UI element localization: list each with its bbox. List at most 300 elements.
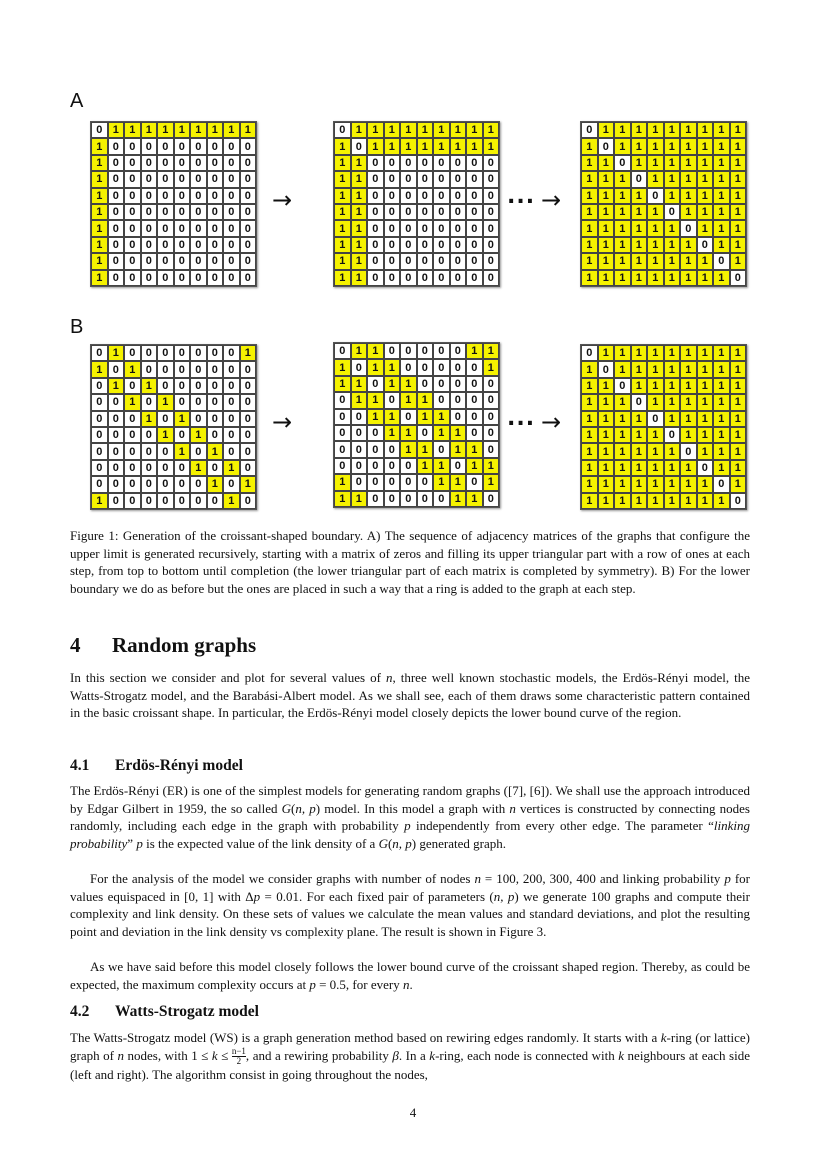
matrix-cell: 0 [141, 443, 158, 459]
matrix-cell: 1 [466, 491, 483, 507]
matrix-cell: 0 [174, 427, 191, 443]
matrix-cell: 0 [433, 204, 450, 220]
matrix-cell: 0 [400, 491, 417, 507]
matrix-cell: 0 [367, 376, 384, 392]
matrix-cell: 0 [223, 237, 240, 253]
matrix-cell: 0 [124, 204, 141, 220]
matrix-cell: 1 [614, 476, 631, 492]
matrix-cell: 1 [647, 394, 664, 410]
matrix-cell: 1 [631, 253, 648, 269]
matrix-cell: 1 [664, 237, 681, 253]
matrix-cell: 1 [664, 476, 681, 492]
matrix-cell: 1 [400, 425, 417, 441]
matrix-cell: 0 [713, 476, 730, 492]
matrix-cell: 0 [367, 491, 384, 507]
matrix-cell: 1 [91, 171, 108, 187]
math-symbol: p [136, 835, 143, 851]
matrix-cell: 0 [680, 443, 697, 459]
matrix-cell: 0 [450, 253, 467, 269]
matrix-cell: 1 [680, 345, 697, 361]
math-symbol: linking probability [70, 818, 751, 851]
matrix-cell: 1 [680, 237, 697, 253]
matrix-cell: 1 [190, 122, 207, 138]
matrix-cell: 1 [598, 188, 615, 204]
matrix-cell: 1 [190, 460, 207, 476]
matrix-cell: 0 [91, 460, 108, 476]
matrix-cell: 0 [334, 425, 351, 441]
matrix-cell: 1 [367, 122, 384, 138]
matrix-cell: 0 [108, 253, 125, 269]
matrix-cell: 1 [141, 122, 158, 138]
matrix-cell: 1 [647, 493, 664, 509]
matrix-cell: 1 [697, 138, 714, 154]
matrix-cell: 1 [334, 376, 351, 392]
matrix-cell: 0 [483, 376, 500, 392]
matrix-cell: 1 [598, 476, 615, 492]
matrix-cell: 1 [713, 443, 730, 459]
arrow-icon: → [272, 408, 293, 436]
matrix-cell: 1 [351, 155, 368, 171]
matrix-cell: 0 [466, 253, 483, 269]
matrix-cell: 1 [581, 188, 598, 204]
matrix-cell: 0 [466, 237, 483, 253]
section-title: Random graphs [112, 633, 257, 657]
matrix-cell: 1 [400, 138, 417, 154]
matrix-cell: 0 [91, 443, 108, 459]
matrix-cell: 0 [157, 188, 174, 204]
matrix-cell: 0 [141, 460, 158, 476]
matrix-cell: 0 [433, 376, 450, 392]
matrix-cell: 0 [417, 188, 434, 204]
matrix-cell: 0 [240, 493, 257, 509]
matrix-cell: 0 [108, 138, 125, 154]
matrix-cell: 0 [334, 441, 351, 457]
matrix-cell: 0 [400, 237, 417, 253]
matrix-cell: 1 [730, 361, 747, 377]
matrix-cell: 1 [91, 220, 108, 236]
matrix-cell: 0 [466, 188, 483, 204]
matrix-cell: 0 [417, 270, 434, 286]
matrix-cell: 1 [124, 394, 141, 410]
section-heading [70, 633, 256, 658]
matrix-cell: 1 [697, 411, 714, 427]
matrix-cell: 0 [450, 188, 467, 204]
matrix-cell: 1 [697, 443, 714, 459]
matrix-cell: 1 [433, 122, 450, 138]
matrix-cell: 1 [730, 345, 747, 361]
matrix-cell: 0 [157, 204, 174, 220]
matrix-cell: 1 [647, 345, 664, 361]
matrix-cell: 1 [697, 122, 714, 138]
matrix-cell: 0 [680, 220, 697, 236]
matrix-cell: 1 [598, 204, 615, 220]
matrix-cell: 1 [647, 443, 664, 459]
matrix-cell: 0 [108, 237, 125, 253]
math-symbol: k [618, 1047, 625, 1063]
matrix-cell: 0 [223, 155, 240, 171]
matrix-cell: 1 [108, 378, 125, 394]
matrix-cell: 0 [450, 220, 467, 236]
matrix-cell: 1 [450, 441, 467, 457]
matrix-cell: 1 [450, 122, 467, 138]
matrix-cell: 0 [367, 441, 384, 457]
matrix-cell: 1 [240, 345, 257, 361]
matrix-cell: 0 [384, 458, 401, 474]
matrix-cell: 1 [351, 253, 368, 269]
matrix-cell: 1 [351, 392, 368, 408]
matrix-cell: 0 [108, 204, 125, 220]
matrix-cell: 1 [631, 188, 648, 204]
math-symbol: p [724, 871, 731, 886]
matrix-cell: 1 [647, 138, 664, 154]
matrix-cell: 1 [581, 237, 598, 253]
matrix-cell: 1 [157, 427, 174, 443]
matrix-cell: 1 [174, 443, 191, 459]
matrix-cell: 0 [384, 237, 401, 253]
matrix-cell: 1 [108, 345, 125, 361]
matrix-cell: 0 [124, 237, 141, 253]
matrix-cell: 1 [680, 361, 697, 377]
matrix-cell: 0 [334, 122, 351, 138]
matrix-cell: 1 [174, 122, 191, 138]
matrix-cell: 1 [614, 237, 631, 253]
matrix-a-3 [580, 121, 747, 287]
matrix-cell: 0 [223, 345, 240, 361]
matrix-cell: 1 [730, 411, 747, 427]
matrix-cell: 0 [108, 476, 125, 492]
matrix-cell: 0 [157, 237, 174, 253]
matrix-cell: 1 [730, 138, 747, 154]
matrix-cell: 1 [664, 394, 681, 410]
subsection-number: 4.2 [70, 1003, 90, 1020]
matrix-cell: 1 [664, 220, 681, 236]
matrix-cell: 1 [680, 138, 697, 154]
matrix-cell: 0 [91, 394, 108, 410]
subsection-number: 4.1 [70, 757, 90, 774]
matrix-cell: 0 [466, 474, 483, 490]
matrix-cell: 1 [384, 409, 401, 425]
paragraph: The Watts-Strogatz model (WS) is a graph generation method based on rewiring edges randomly. It starts with a k-ring (or lattice) graph of n nodes, with 1 ≤ k ≤ $\frac{n-1}{2}$ , and a rewiring probability β. In a k-ring, each node is connected with k neighbours at each side (left and right). The algorithm consist in going throughout the nodes, [70, 1030, 751, 1083]
matrix-cell: 1 [664, 443, 681, 459]
matrix-cell: 0 [483, 188, 500, 204]
matrix-cell: 0 [207, 270, 224, 286]
matrix-cell: 1 [631, 476, 648, 492]
matrix-cell: 0 [417, 474, 434, 490]
matrix-cell: 1 [483, 474, 500, 490]
matrix-cell: 0 [417, 359, 434, 375]
matrix-cell: 1 [334, 220, 351, 236]
matrix-cell: 0 [223, 361, 240, 377]
matrix-cell: 0 [207, 138, 224, 154]
matrix-cell: 0 [190, 171, 207, 187]
matrix-cell: 1 [730, 171, 747, 187]
matrix-cell: 1 [581, 460, 598, 476]
matrix-cell: 1 [664, 361, 681, 377]
matrix-cell: 0 [190, 476, 207, 492]
math-symbol: n, p [493, 888, 515, 904]
matrix-cell: 0 [223, 220, 240, 236]
matrix-cell: 1 [450, 491, 467, 507]
matrix-cell: 0 [223, 476, 240, 492]
matrix-cell: 1 [614, 122, 631, 138]
matrix-cell: 0 [124, 378, 141, 394]
matrix-cell: 0 [108, 411, 125, 427]
matrix-cell: 0 [614, 155, 631, 171]
matrix-cell: 0 [174, 394, 191, 410]
math-symbol: n [509, 800, 516, 816]
matrix-cell: 1 [697, 171, 714, 187]
matrix-cell: 1 [713, 237, 730, 253]
matrix-cell: 1 [680, 204, 697, 220]
matrix-cell: 0 [433, 343, 450, 359]
matrix-cell: 1 [713, 220, 730, 236]
matrix-cell: 1 [91, 253, 108, 269]
matrix-cell: 0 [174, 188, 191, 204]
matrix-cell: 1 [614, 188, 631, 204]
matrix-cell: 0 [190, 270, 207, 286]
matrix-cell: 1 [631, 411, 648, 427]
matrix-cell: 0 [190, 237, 207, 253]
matrix-cell: 1 [581, 476, 598, 492]
matrix-cell: 0 [483, 237, 500, 253]
matrix-cell: 0 [207, 171, 224, 187]
matrix-cell: 0 [367, 458, 384, 474]
matrix-cell: 0 [190, 138, 207, 154]
page-number: 4 [409, 1105, 417, 1120]
matrix-cell: 1 [91, 155, 108, 171]
matrix-cell: 0 [240, 378, 257, 394]
matrix-cell: 1 [614, 493, 631, 509]
matrix-cell: 0 [141, 270, 158, 286]
matrix-cell: 0 [433, 441, 450, 457]
matrix-cell: 1 [351, 237, 368, 253]
matrix-cell: 0 [207, 394, 224, 410]
panel-a-label: A [70, 90, 84, 112]
matrix-cell: 1 [400, 392, 417, 408]
matrix-cell: 0 [400, 409, 417, 425]
matrix-cell: 0 [367, 253, 384, 269]
matrix-cell: 1 [664, 122, 681, 138]
matrix-cell: 1 [631, 345, 648, 361]
matrix-cell: 1 [697, 493, 714, 509]
math-symbol: n [385, 670, 393, 685]
matrix-cell: 1 [334, 138, 351, 154]
matrix-cell: 1 [631, 378, 648, 394]
matrix-cell: 0 [223, 171, 240, 187]
matrix-cell: 0 [433, 155, 450, 171]
matrix-cell: 0 [190, 443, 207, 459]
matrix-cell: 0 [466, 204, 483, 220]
matrix-cell: 1 [614, 443, 631, 459]
matrix-cell: 0 [334, 458, 351, 474]
matrix-cell: 1 [207, 122, 224, 138]
math-symbol: n, p [392, 835, 412, 851]
matrix-cell: 0 [664, 427, 681, 443]
matrix-cell: 1 [384, 376, 401, 392]
matrix-cell: 0 [157, 443, 174, 459]
matrix-cell: 1 [680, 476, 697, 492]
matrix-cell: 1 [647, 270, 664, 286]
matrix-cell: 1 [351, 122, 368, 138]
matrix-cell: 1 [598, 237, 615, 253]
subsection-heading [70, 757, 243, 775]
matrix-cell: 0 [598, 361, 615, 377]
matrix-cell: 0 [400, 343, 417, 359]
matrix-cell: 1 [713, 411, 730, 427]
matrix-cell: 1 [680, 394, 697, 410]
matrix-cell: 1 [581, 270, 598, 286]
matrix-cell: 0 [483, 441, 500, 457]
matrix-cell: 1 [598, 345, 615, 361]
matrix-cell: 0 [207, 378, 224, 394]
matrix-cell: 0 [141, 237, 158, 253]
matrix-cell: 1 [367, 138, 384, 154]
matrix-cell: 1 [680, 411, 697, 427]
matrix-cell: 1 [598, 253, 615, 269]
matrix-cell: 0 [190, 220, 207, 236]
matrix-cell: 0 [240, 361, 257, 377]
math-symbol: p [253, 888, 261, 904]
matrix-cell: 0 [223, 378, 240, 394]
matrix-cell: 0 [631, 171, 648, 187]
matrix-cell: 0 [207, 237, 224, 253]
matrix-cell: 1 [680, 122, 697, 138]
matrix-cell: 1 [697, 220, 714, 236]
matrix-cell: 1 [581, 220, 598, 236]
matrix-cell: 1 [581, 411, 598, 427]
matrix-cell: 0 [174, 253, 191, 269]
matrix-cell: 1 [450, 425, 467, 441]
matrix-cell: 0 [483, 220, 500, 236]
matrix-cell: 0 [730, 270, 747, 286]
matrix-cell: 1 [647, 220, 664, 236]
matrix-cell: 0 [141, 361, 158, 377]
matrix-cell: 1 [581, 443, 598, 459]
matrix-cell: 1 [174, 411, 191, 427]
matrix-cell: 1 [631, 460, 648, 476]
matrix-cell: 0 [207, 220, 224, 236]
matrix-cell: 1 [730, 122, 747, 138]
matrix-b-3 [580, 344, 747, 510]
arrow-icon: → [541, 408, 562, 436]
matrix-cell: 0 [207, 188, 224, 204]
matrix-cell: 0 [450, 343, 467, 359]
matrix-cell: 1 [730, 155, 747, 171]
matrix-cell: 1 [367, 409, 384, 425]
matrix-cell: 0 [141, 476, 158, 492]
math-symbol: n, p [295, 800, 316, 816]
matrix-cell: 1 [697, 155, 714, 171]
matrix-cell: 1 [614, 394, 631, 410]
matrix-cell: 0 [157, 171, 174, 187]
matrix-cell: 0 [400, 474, 417, 490]
matrix-cell: 1 [631, 270, 648, 286]
matrix-cell: 1 [124, 122, 141, 138]
matrix-cell: 1 [697, 204, 714, 220]
matrix-cell: 1 [697, 378, 714, 394]
matrix-cell: 1 [400, 441, 417, 457]
matrix-cell: 1 [664, 155, 681, 171]
matrix-cell: 1 [417, 409, 434, 425]
matrix-cell: 1 [598, 460, 615, 476]
matrix-cell: 1 [400, 122, 417, 138]
matrix-cell: 1 [207, 476, 224, 492]
matrix-cell: 1 [581, 138, 598, 154]
matrix-cell: 0 [417, 155, 434, 171]
matrix-cell: 1 [400, 376, 417, 392]
matrix-cell: 0 [351, 138, 368, 154]
matrix-cell: 0 [400, 204, 417, 220]
matrix-cell: 1 [598, 171, 615, 187]
matrix-cell: 0 [157, 345, 174, 361]
matrix-cell: 0 [174, 270, 191, 286]
matrix-cell: 0 [124, 427, 141, 443]
matrix-cell: 1 [581, 361, 598, 377]
matrix-cell: 0 [483, 204, 500, 220]
matrix-cell: 1 [91, 493, 108, 509]
matrix-cell: 0 [400, 270, 417, 286]
matrix-cell: 0 [384, 343, 401, 359]
matrix-cell: 0 [207, 460, 224, 476]
matrix-cell: 1 [730, 188, 747, 204]
matrix-cell: 0 [466, 171, 483, 187]
matrix-cell: 0 [157, 361, 174, 377]
matrix-cell: 0 [334, 343, 351, 359]
matrix-cell: 0 [664, 204, 681, 220]
matrix-cell: 0 [174, 204, 191, 220]
matrix-cell: 0 [450, 270, 467, 286]
matrix-cell: 0 [400, 220, 417, 236]
matrix-cell: 1 [647, 253, 664, 269]
matrix-cell: 0 [351, 441, 368, 457]
matrix-cell: 0 [400, 171, 417, 187]
matrix-cell: 1 [483, 359, 500, 375]
matrix-cell: 0 [417, 343, 434, 359]
matrix-cell: 1 [730, 204, 747, 220]
matrix-cell: 0 [450, 155, 467, 171]
matrix-cell: 0 [483, 409, 500, 425]
matrix-cell: 1 [466, 122, 483, 138]
matrix-cell: 1 [124, 361, 141, 377]
matrix-cell: 0 [124, 411, 141, 427]
matrix-cell: 1 [351, 188, 368, 204]
matrix-cell: 1 [697, 345, 714, 361]
matrix-cell: 0 [91, 345, 108, 361]
matrix-cell: 1 [334, 155, 351, 171]
matrix-cell: 0 [207, 361, 224, 377]
matrix-cell: 0 [466, 392, 483, 408]
matrix-cell: 0 [207, 493, 224, 509]
matrix-cell: 1 [351, 220, 368, 236]
matrix-cell: 0 [207, 427, 224, 443]
matrix-cell: 1 [433, 458, 450, 474]
matrix-cell: 1 [647, 476, 664, 492]
matrix-cell: 1 [614, 411, 631, 427]
matrix-cell: 1 [240, 476, 257, 492]
matrix-cell: 1 [91, 188, 108, 204]
matrix-cell: 0 [367, 204, 384, 220]
matrix-cell: 0 [174, 493, 191, 509]
matrix-cell: 0 [384, 392, 401, 408]
matrix-cell: 0 [124, 493, 141, 509]
matrix-cell: 1 [614, 427, 631, 443]
matrix-cell: 1 [91, 138, 108, 154]
matrix-cell: 1 [647, 427, 664, 443]
matrix-cell: 0 [450, 458, 467, 474]
matrix-cell: 1 [680, 460, 697, 476]
matrix-cell: 1 [664, 411, 681, 427]
matrix-cell: 0 [483, 155, 500, 171]
